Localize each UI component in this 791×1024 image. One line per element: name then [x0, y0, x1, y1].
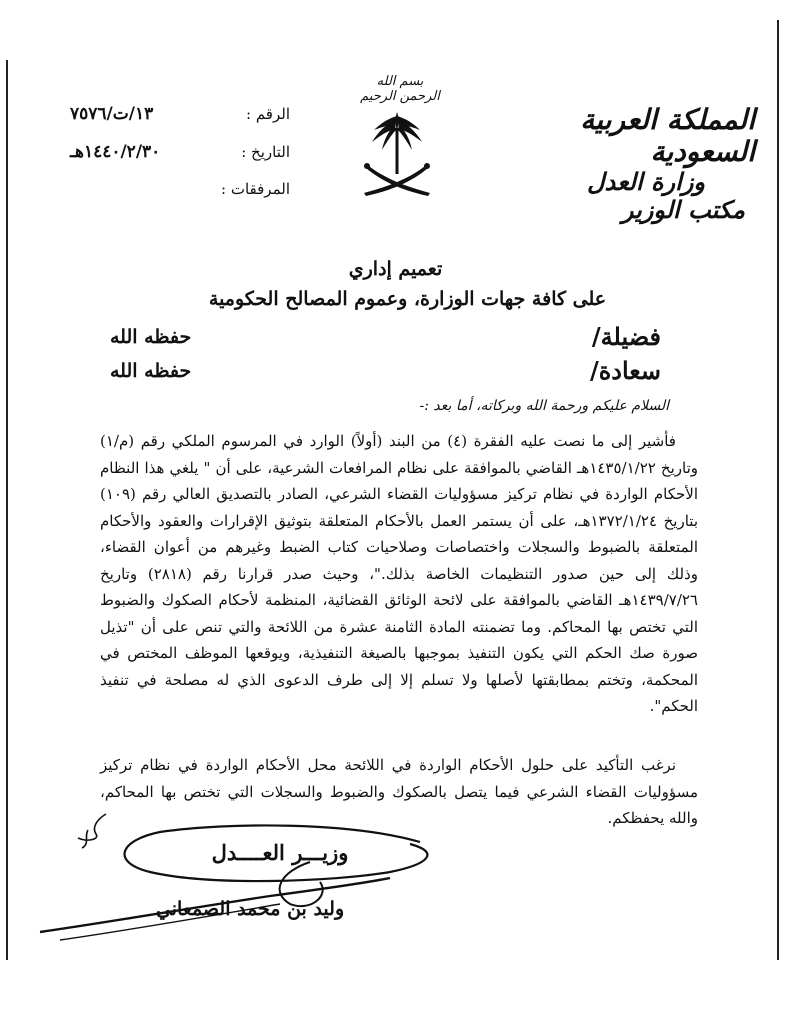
handwritten-signature-icon	[30, 812, 510, 952]
meta-label: الرقم :	[246, 105, 290, 123]
basmala: بسم الله الرحمن الرحيم	[360, 74, 440, 104]
meta-label: التاريخ :	[241, 143, 290, 161]
scan-edge-left	[6, 60, 8, 960]
paragraph-text: نرغب التأكيد على حلول الأحكام الواردة في اللائحة محل الأحكام الواردة في نظام تركيز مسؤوليات القضاء الشرعي فيما يتصل بالصكوك والضبوط والسجلات التي تختص بها المحاكم، والله يحفظكم.	[100, 756, 698, 827]
meta-value: ١٣/ت/٧٥٧٦	[70, 104, 154, 124]
circular-title: تعميم إداري	[348, 258, 443, 280]
meta-row-attachments	[70, 180, 290, 218]
kingdom-name: المملكة العربية السعودية	[580, 103, 755, 169]
signatory-name: وليد بن محمد الصمعاني	[155, 898, 345, 920]
paragraph-text: فأشير إلى ما نصت عليه الفقرة (٤) من البند (أولاً) الوارد في المرسوم الملكي رقم (م/١) وتاريخ ١٤٣٥/١/٢٢هـ القاضي بالموافقة على نظام المرافعات الشرعية، على أن " يلغي هذا النظام الأحكام الواردة في نظام تركيز مسؤوليات القضاء الشرعي، الصادر بالتصديق العالي رقم (١٠٩) بتاريخ ١٣٧٢/١/٢٤هـ، على أن يستمر العمل بالأحكام المتعلقة بتوثيق الإقرارات والعقود والأحكام المتعلقة بالضبوط والسجلات واختصاصات وصلاحيات كتاب الضبط وغيرهم من أعوان القضاء، وذلك إلى حين صدور التنظيمات الخاصة بذلك."، وحيث صدر قرارنا رقم (٢٨١٨) وتاريخ ١٤٣٩/٧/٢٦هـ القاضي بالموافقة على لائحة الوثائق القضائية، المنظمة لأحكام الصكوك والضبوط التي تختص بها المحاكم. وما تضمنته المادة الثامنة عشرة من اللائحة والتي تنص على أن "تذيل صورة صك الحكم التي يكون التنفيذ بموجبها بالصيغة التنفيذية، ويوقعها الموظف المختص في المحكمة، وتختم بمطابقتها لأصلها ولا تسلم إلا إلى طرف الدعوى الذي له مصلحة في تنفيذ الحكم".	[100, 432, 698, 715]
circular-subtitle: على كافة جهات الوزارة، وعموم المصالح الحكومية	[208, 288, 607, 310]
ministry-name: وزارة العدل	[587, 167, 705, 197]
salutation-row	[110, 322, 661, 356]
meta-label: المرفقات :	[221, 180, 290, 198]
document-meta	[70, 104, 290, 218]
meta-value: ١٤٤٠/٢/٣٠هـ	[70, 142, 161, 162]
salutation-blessing: حفظه الله	[110, 360, 192, 382]
salutation-label: فضيلة/	[591, 322, 661, 351]
saudi-emblem-icon	[360, 108, 434, 204]
greeting: السلام عليكم ورحمة الله وبركاته، أما بعد :-	[419, 398, 669, 414]
body-paragraph-1	[100, 428, 698, 720]
signature-title: وزيـــر العــــدل	[211, 840, 349, 865]
scan-edge-right	[777, 20, 779, 960]
meta-row-date	[70, 142, 290, 180]
salutation-label: سعادة/	[589, 356, 661, 385]
ministry-header	[505, 104, 755, 224]
salutation-row	[110, 356, 661, 390]
salutation-blessing: حفظه الله	[110, 326, 192, 348]
meta-row-number	[70, 104, 290, 142]
office-name: مكتب الوزير	[621, 194, 745, 224]
